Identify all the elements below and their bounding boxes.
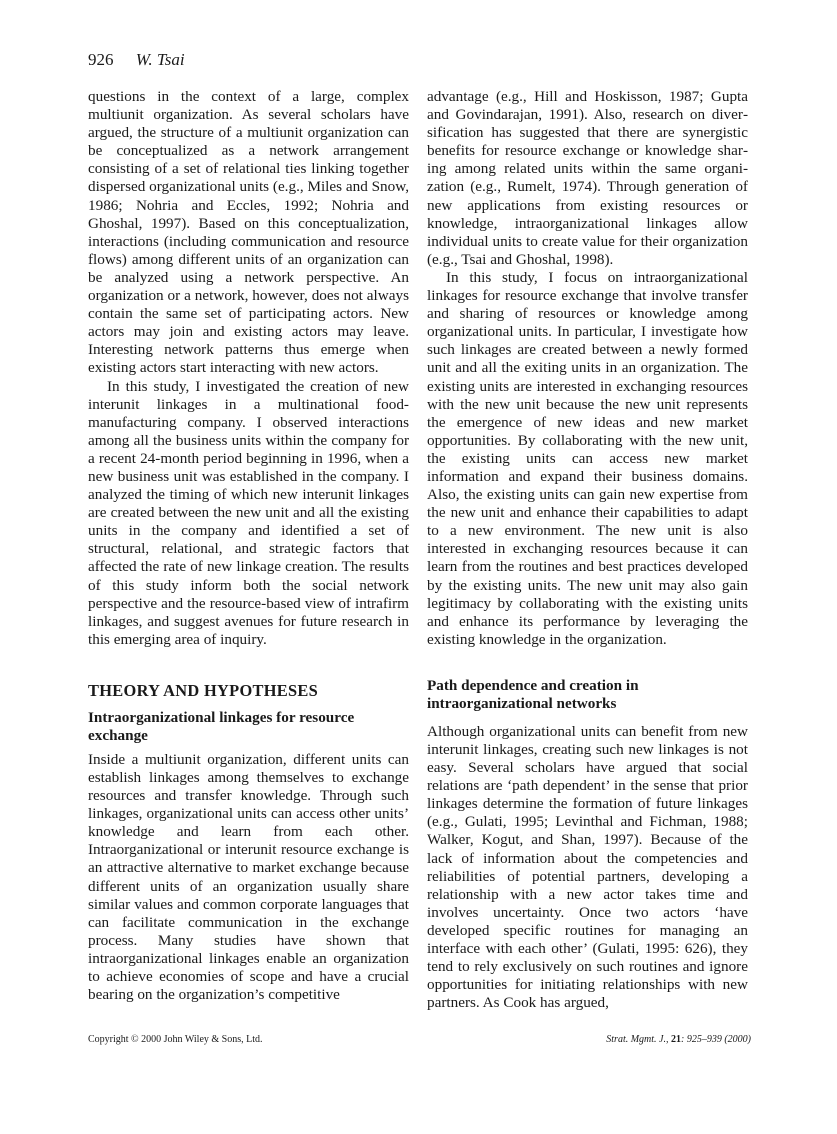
copyright-notice: Copyright © 2000 John Wiley & Sons, Ltd. — [88, 1034, 263, 1045]
subsection-heading: Intraorganizational linkages for resource exchange — [88, 708, 355, 744]
paragraph: Although organizational units can benefit from new interunit linkages, creating such new linkages is not easy. Several scholars have argued that social relations are ‘path dependent’ in the sense that prior linkages determine the formation of future linkages (e.g., Gulati, 1995; Levinthal and Fichman, 1988; Walker, Kogut, and Shan, 1997). Because of the lack of information about the competencies and reliabilities of potential partners, developing a relationship with a new actor takes time and involves uncertainty. Once two actors ‘have developed specific routines for managing an interface with each other’ (Gulati, 1995: 626), they tend to rely exclusively on such routines and ignore opportunities for initiating relationships with new partners. As Cook has argued, — [427, 722, 748, 1012]
journal-name: Strat. Mgmt. J., — [606, 1034, 669, 1045]
paragraph: advantage (e.g., Hill and Hoskisson, 1987; Gupta and Govindarajan, 1991). Also, research on diversification has suggested that there are synergistic benefits for resource exchange or knowledge sharing among related units within the same organization (e.g., Rumelt, 1974). Through generation of new applications from existing resources or knowledge, intraorganizational linkages allow individual units to create value for their organization (e.g., Tsai and Ghoshal, 1998). — [427, 88, 748, 268]
subsection-heading: Path dependence and creation in intraorganizational networks — [427, 676, 639, 712]
paragraph: In this study, I focus on intraorganizational linkages for resource exchange that involve transfer and sharing of resources or knowledge among organizational units. In particular, I investigate how such linkages are created between a newly formed unit and all the exiting units in an organization. The existing units are interested in exchanging resources with the new unit because the new unit represents the emergence of new ideas and new market opportunities. By collaborating with the new unit, the existing units can access new market information and expand their business domains. Also, the existing units can gain new expertise from the new unit and enhance their capabilities to adapt to a new environment. The new unit is also interested in exchanging resources because it can learn from the routines and best practices developed by the existing units. The new unit may also gain legitimacy by collaborating with the existing units and enhance its performance by leveraging the existing knowledge in the organization. — [427, 268, 748, 648]
paragraph: questions in the context of a large, complex multiunit organization. As several scholars have argued, the structure of a multiunit organization can be conceptualized as a network arrangement consisting of a set of relational ties linking together dispersed organizational units (e.g., Miles and Snow, 1986; Nohria and Eccles, 1992; Nohria and Ghoshal, 1997). Based on this conceptualization, interactions (including communication and resource flows) among different units of an organization can be analyzed using a network perspective. An organization or a network, however, does not always contain the same set of participating actors. New actors may join and existing actors may leave. Interesting network patterns thus emerge when existing actors start interacting with new actors. — [88, 88, 409, 377]
journal-volume: 21 — [671, 1034, 681, 1045]
left-column — [88, 88, 409, 1004]
page-number: 926 — [88, 50, 114, 69]
paragraph: Inside a multiunit organization, different units can establish linkages among themselves to exchange resources and transfer knowledge. Through such linkages, organizational units can access other units’ knowledge and learn from each other. Intraorganizational or interunit resource exchange is an attractive alternative to market exchange because different units of an organization usually share similar values and common corporate languages that can facilitate communication in the exchange process. Many studies have shown that intraorganizational linkages enable an organization to achieve economies of scope and have a crucial bearing on the organization’s competitive — [88, 750, 409, 1004]
right-column — [427, 88, 748, 1012]
section-heading: THEORY AND HYPOTHESES — [88, 680, 319, 700]
journal-citation — [606, 1034, 751, 1045]
running-head — [88, 50, 185, 70]
journal-pages: : 925–939 (2000) — [681, 1034, 751, 1045]
running-head-author: W. Tsai — [135, 50, 185, 69]
paragraph: In this study, I investigated the creation of new interunit linkages in a multinational food-manufacturing company. I observed interactions among all the business units within the company for a recent 24-month period beginning in 1996, when a new business unit was established in the company. I analyzed the timing of which new interunit linkages are created between the new unit and all the existing units in the company and identified a set of structural, relational, and strategic factors that affected the rate of new linkage creation. The results of this study inform both the social network perspective and the resource-based view of intrafirm linkages, and suggest avenues for future research in this emerging area of inquiry. — [88, 377, 409, 648]
